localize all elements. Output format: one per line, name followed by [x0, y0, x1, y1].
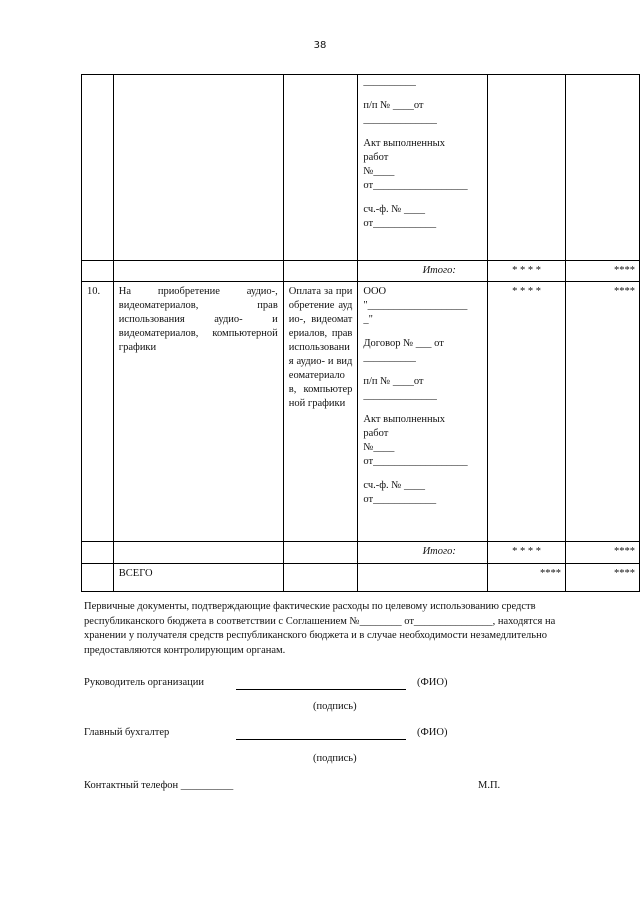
phone-label: Контактный телефон __________: [84, 780, 234, 791]
cell-col6: ****: [566, 282, 640, 542]
expense-table: [81, 74, 640, 592]
total-col6: ****: [566, 261, 640, 282]
doc-line: п/п № ____от ______________: [363, 100, 437, 125]
cell-num: 10.: [82, 282, 114, 542]
total-col5: * * * *: [488, 261, 566, 282]
cell-col5: * * * *: [488, 282, 566, 542]
table-row-total: [82, 542, 640, 564]
signature-caption: (подпись): [313, 701, 357, 712]
cell-name: На приобретение аудио-, видеоматериалов, прав использования аудио- и видеоматериалов, компьютерной графики: [113, 282, 283, 542]
cell-col6: [566, 75, 640, 261]
total-col6: ****: [566, 542, 640, 564]
cell-num: [82, 75, 114, 261]
cell-payment: [283, 75, 358, 261]
signature-caption: (подпись): [313, 753, 357, 764]
cell-documents: ООО "___________________ _" Договор № ___ от __________ п/п № ____от ______________ Акт выполненных работ №____ от__________________ сч.-ф. № ____ от____________: [358, 282, 488, 542]
stamp-label: М.П.: [478, 780, 501, 791]
table-row-item-10: [82, 282, 640, 542]
table-row-continuation: [82, 75, 640, 261]
cell-name: [113, 75, 283, 261]
grand-total-label: ВСЕГО: [113, 564, 283, 592]
signature-line: [236, 739, 406, 740]
table-row-total: [82, 261, 640, 282]
doc-line: Акт выполненных работ №____ от__________________: [363, 138, 468, 191]
table-row-grand-total: [82, 564, 640, 592]
fio-label: (ФИО): [417, 727, 448, 738]
doc-line: __________: [363, 76, 416, 87]
cell-documents: [358, 75, 488, 261]
page-number: 38: [313, 40, 327, 51]
grand-total-col5: ****: [488, 564, 566, 592]
total-col5: * * * *: [488, 542, 566, 564]
doc-line: сч.-ф. № ____ от____________: [363, 204, 437, 229]
total-label: Итого:: [358, 261, 488, 282]
fio-label: (ФИО): [417, 677, 448, 688]
signature-line: [236, 689, 406, 690]
accountant-label: Главный бухгалтер: [84, 727, 170, 738]
total-label: Итого:: [358, 542, 488, 564]
head-label: Руководитель организации: [84, 677, 204, 688]
cell-col5: [488, 75, 566, 261]
cell-payment: Оплата за приобретение аудио-, видеоматериалов, прав использования аудио- и видеоматериалов, компьютерной графики: [283, 282, 358, 542]
grand-total-col6: ****: [566, 564, 640, 592]
footer-paragraph: Первичные документы, подтверждающие фактические расходы по целевому использованию средств республиканского бюджета в соответствии с Соглашением №________ от_______________, находятся на хранении у получателя средств республиканского бюджета и в случае необходимости незамедлительно предоставляются контролирующим органам.: [84, 601, 556, 657]
